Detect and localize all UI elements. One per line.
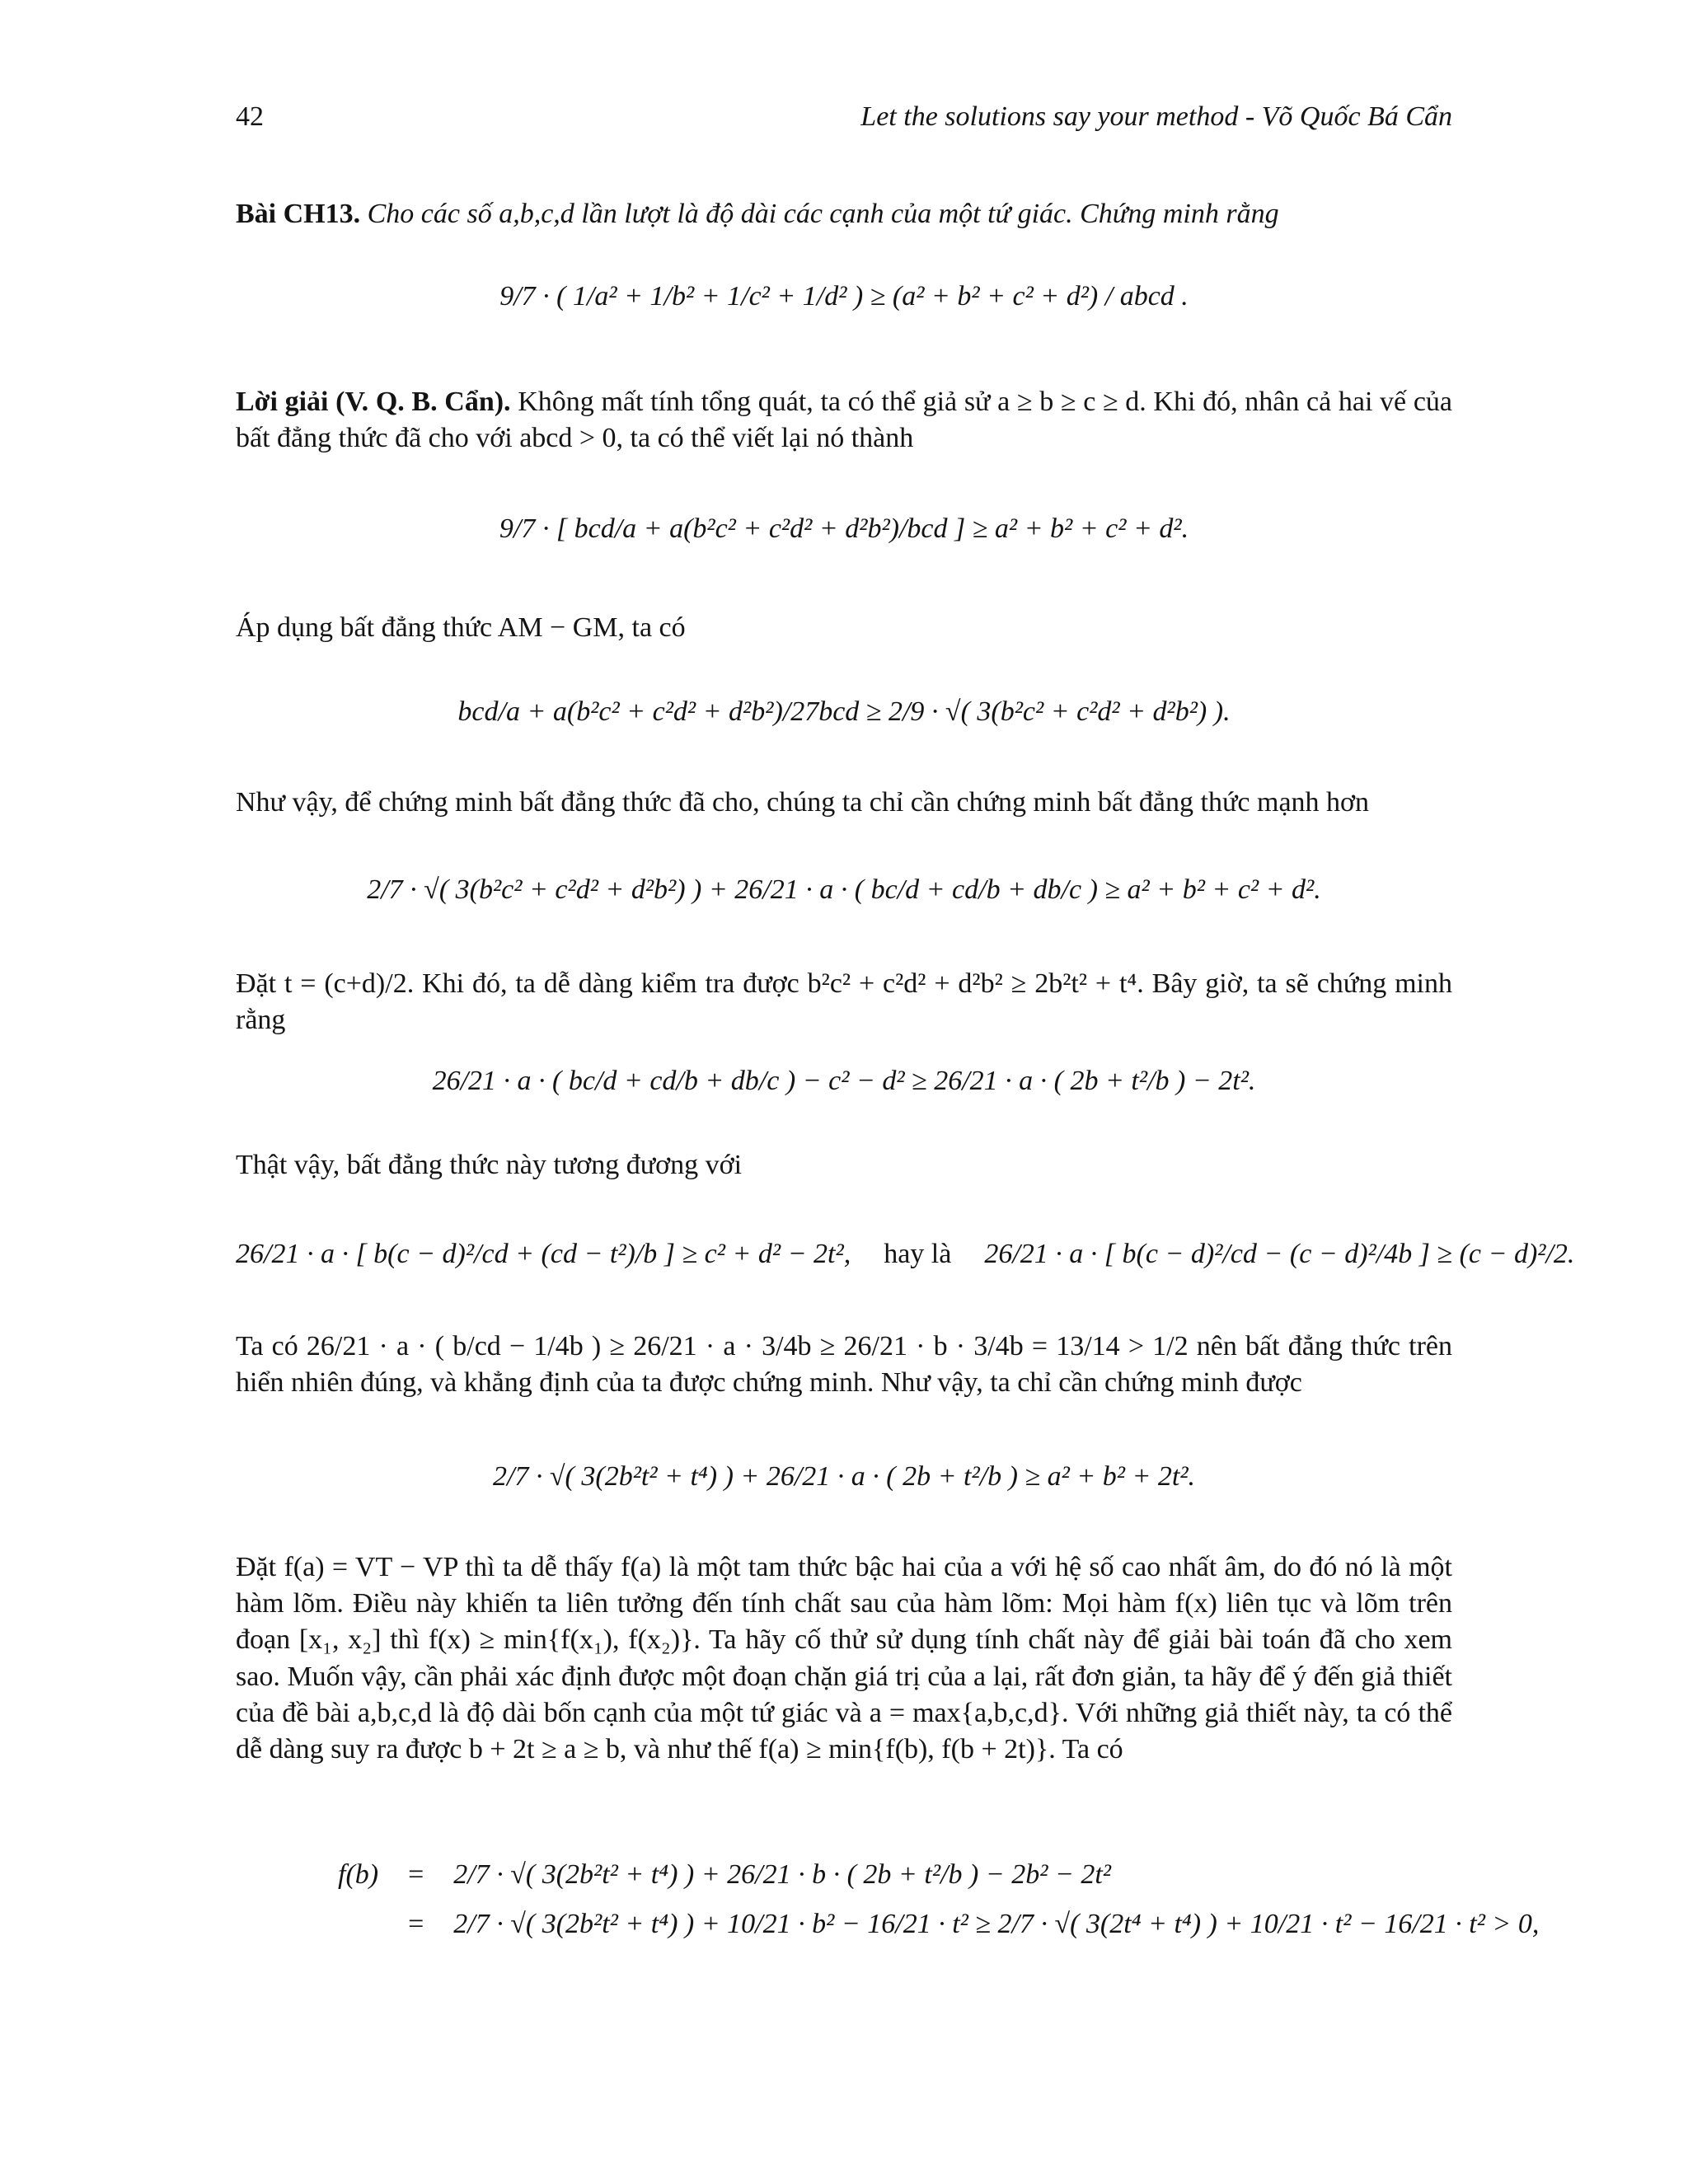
problem-statement	[236, 196, 1452, 232]
final-equation-row-1	[330, 1850, 1547, 1900]
equation-equivalence-or: hay là	[884, 1239, 952, 1269]
page-header	[236, 99, 1452, 140]
final-equation-array	[330, 1850, 1547, 1949]
final-equation-rhs-1: 2/7 · √( 3(2b²t² + t⁴) ) + 26/21 · b · ( 2b + t²/b ) − 2b² − 2t²	[453, 1859, 1112, 1890]
equation-equivalence-right: 26/21 · a · [ b(c − d)²/cd − (c − d)²/4b ] ≥ (c − d)²/2.	[984, 1239, 1575, 1269]
equation-equivalence-left: 26/21 · a · [ b(c − d)²/cd + (cd − t²)/b ] ≥ c² + d² − 2t²,	[236, 1239, 851, 1269]
problem-label: Bài CH13.	[236, 199, 361, 229]
problem-text: Cho các số a,b,c,d lần lượt là độ dài các cạnh của một tứ giác. Chứng minh rằng	[367, 199, 1279, 229]
conclusion-text: Ta có 26/21 · a · ( b/cd − 1/4b ) ≥ 26/21 · a · 3/4b ≥ 26/21 · b · 3/4b = 13/14 > 1/2 nên bất đẳng thức trên hiển nhiên đúng, và khẳng định của ta được chứng minh. Như vậy, ta chỉ cần chứng minh được	[236, 1331, 1452, 1399]
final-equation-lhs: f(b)	[338, 1859, 379, 1890]
equivalence-intro: Thật vậy, bất đẳng thức này tương đương với	[236, 1150, 743, 1180]
equation-amgm: bcd/a + a(b²c² + c²d² + d²b²)/27bcd ≥ 2/9 · √( 3(b²c² + c²d² + d²b²) ).	[457, 696, 1231, 727]
equation-stronger: 2/7 · √( 3(b²c² + c²d² + d²b²) ) + 26/21 · a · ( bc/d + cd/b + db/c ) ≥ a² + b² + c² + d².	[367, 874, 1321, 905]
solution-intro-text: Không mất tính tổng quát, ta có thể giả sử a ≥ b ≥ c ≥ d. Khi đó, nhân cả hai vế của bất đẳng thức đã cho với abcd > 0, ta có thể viết lại nó thành	[236, 387, 1452, 454]
equation-claim: 26/21 · a · ( bc/d + cd/b + db/c ) − c² − d² ≥ 26/21 · a · ( 2b + t²/b ) − 2t².	[432, 1066, 1256, 1096]
final-equation-rhs-2: 2/7 · √( 3(2b²t² + t⁴) ) + 10/21 · b² − 16/21 · t² ≥ 2/7 · √( 3(2t⁴ + t⁴) ) + 10/21 · t² − 16/21 · t² > 0,	[453, 1909, 1540, 1940]
final-equation-row-2	[330, 1900, 1547, 1949]
final-equation-relation-2: =	[408, 1909, 424, 1940]
running-title: Let the solutions say your method - Võ Quốc Bá Cẩn	[860, 101, 1452, 132]
concavity-text: Đặt f(a) = VT − VP thì ta dễ thấy f(a) là một tam thức bậc hai của a với hệ số cao nhất âm, do đó nó là một hàm lõm. Điều này khiến ta liên tưởng đến tính chất sau của hàm lõm: Mọi hàm f(x) liên tục và lõm trên đoạn [x₁, x₂] thì f(x) ≥ min{f(x₁), f(x₂)}. Ta hãy cố thử sử dụng tính chất này để giải bài toán đã cho xem sao. Muốn vậy, cần phải xác định được một đoạn chặn giá trị của a lại, rất đơn giản, ta hãy để ý đến giả thiết của đề bài a,b,c,d là độ dài bốn cạnh của một tứ giác và a = max{a,b,c,d}. Với những giả thiết này, ta có thể dễ dàng suy ra được b + 2t ≥ a ≥ b, và như thế f(a) ≥ min{f(b), f(b + 2t)}. Ta có	[236, 1552, 1452, 1765]
final-equation-relation-1: =	[408, 1859, 424, 1890]
page-number: 42	[236, 101, 264, 132]
amgm-intro: Áp dụng bất đẳng thức AM − GM, ta có	[236, 612, 686, 643]
substitution-text: Đặt t = (c+d)/2. Khi đó, ta dễ dàng kiểm tra được b²c² + c²d² + d²b² ≥ 2b²t² + t⁴. Bây giờ, ta sẽ chứng minh rằng	[236, 968, 1452, 1036]
solution-label: Lời giải (V. Q. B. Cẩn).	[236, 387, 511, 417]
equation-equivalence	[236, 1236, 1575, 1272]
stronger-intro: Như vậy, để chứng minh bất đẳng thức đã cho, chúng ta chỉ cần chứng minh bất đẳng thức mạnh hơn	[236, 787, 1370, 818]
solution-intro	[236, 384, 1452, 457]
equation-reduced: 2/7 · √( 3(2b²t² + t⁴) ) + 26/21 · a · ( 2b + t²/b ) ≥ a² + b² + 2t².	[492, 1461, 1196, 1492]
problem-inequality: 9/7 · ( 1/a² + 1/b² + 1/c² + 1/d² ) ≥ (a² + b² + c² + d²) / abcd .	[499, 281, 1189, 312]
equation-rewrite: 9/7 · [ bcd/a + a(b²c² + c²d² + d²b²)/bcd ] ≥ a² + b² + c² + d².	[499, 513, 1189, 544]
